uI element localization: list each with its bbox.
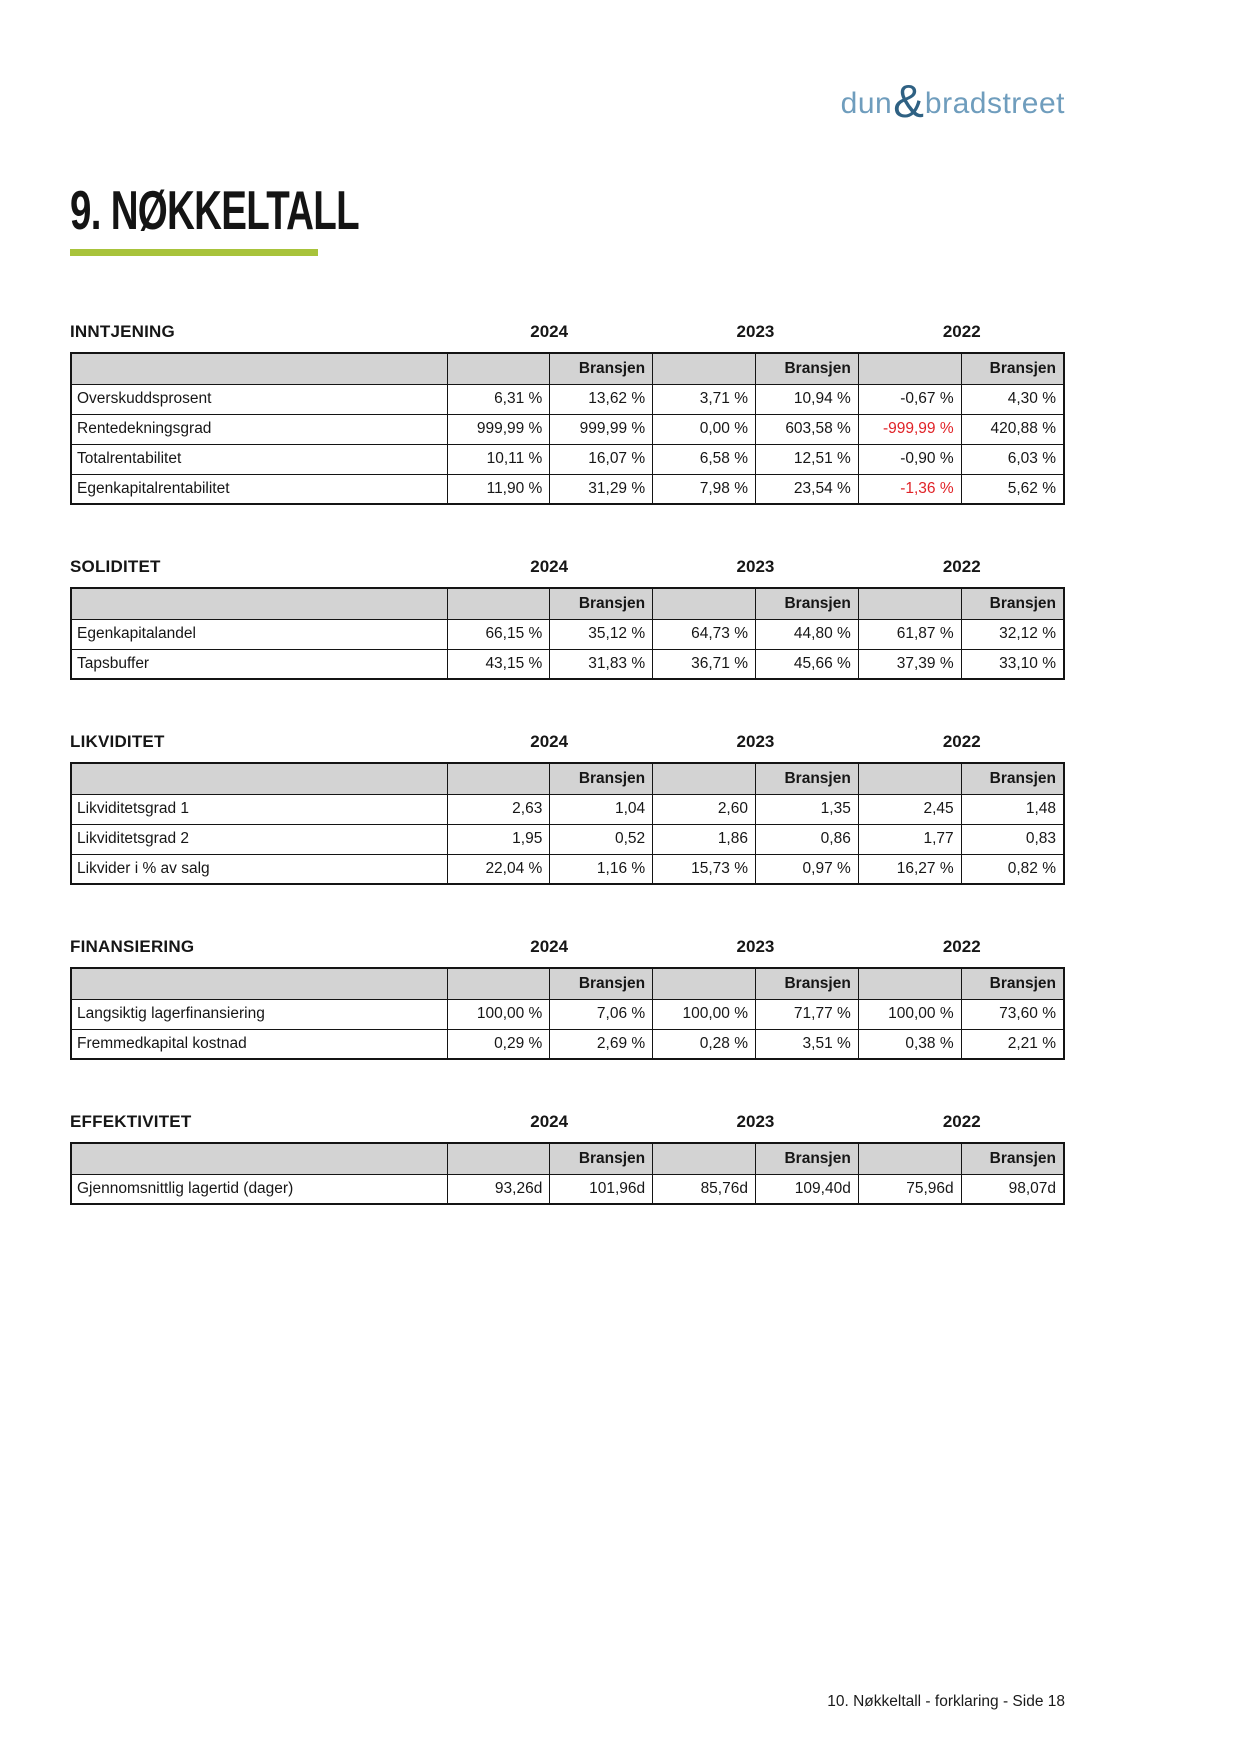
value-cell: 999,99 %: [550, 414, 653, 444]
section-header-row: [70, 732, 1065, 752]
table-row: [71, 474, 1064, 504]
value-cell: 0,29 %: [447, 1029, 550, 1059]
header-cell-empty: [653, 1143, 756, 1174]
table-row: [71, 444, 1064, 474]
dun-bradstreet-logo: [840, 74, 1065, 127]
value-cell: 0,00 %: [653, 414, 756, 444]
value-cell: 23,54 %: [755, 474, 858, 504]
value-cell: 0,97 %: [755, 854, 858, 884]
key-figures-table: [70, 967, 1065, 1060]
header-cell-empty: [653, 968, 756, 999]
value-cell: 37,39 %: [858, 649, 961, 679]
value-cell: 0,52: [550, 824, 653, 854]
header-cell-bransjen: Bransjen: [550, 763, 653, 794]
value-cell: 6,03 %: [961, 444, 1064, 474]
year-label: 2024: [530, 732, 569, 751]
year-label: 2024: [530, 557, 569, 576]
table-row: [71, 649, 1064, 679]
value-cell: 0,83: [961, 824, 1064, 854]
section-header-row: [70, 1112, 1065, 1132]
value-cell: 1,77: [858, 824, 961, 854]
row-label: Gjennomsnittlig lagertid (dager): [71, 1174, 447, 1204]
header-cell-empty: [653, 353, 756, 384]
value-cell: 32,12 %: [961, 619, 1064, 649]
value-cell: 420,88 %: [961, 414, 1064, 444]
year-label: 2023: [736, 1112, 775, 1131]
section-header-row: [70, 557, 1065, 577]
year-label: 2024: [530, 1112, 569, 1131]
header-cell-empty: [653, 588, 756, 619]
header-cell-empty: [71, 353, 447, 384]
logo-word-bradstreet: bradstreet: [924, 87, 1065, 120]
row-label: Egenkapitalandel: [71, 619, 447, 649]
header-cell-bransjen: Bransjen: [550, 1143, 653, 1174]
value-cell: 22,04 %: [447, 854, 550, 884]
header-cell-bransjen: Bransjen: [961, 968, 1064, 999]
value-cell: 61,87 %: [858, 619, 961, 649]
page-footer: 10. Nøkkeltall - forklaring - Side 18: [827, 1693, 1065, 1710]
value-cell: 100,00 %: [858, 999, 961, 1029]
value-cell: 31,29 %: [550, 474, 653, 504]
row-label: Langsiktig lagerfinansiering: [71, 999, 447, 1029]
header-cell-empty: [447, 763, 550, 794]
row-label: Rentedekningsgrad: [71, 414, 447, 444]
value-cell: 36,71 %: [653, 649, 756, 679]
value-cell: 1,95: [447, 824, 550, 854]
value-cell: 1,35: [755, 794, 858, 824]
header-cell-bransjen: Bransjen: [755, 353, 858, 384]
value-cell: 33,10 %: [961, 649, 1064, 679]
header-cell-empty: [858, 353, 961, 384]
table-row: [71, 384, 1064, 414]
row-label: Totalrentabilitet: [71, 444, 447, 474]
year-label: 2022: [942, 322, 981, 341]
value-cell: 7,98 %: [653, 474, 756, 504]
header-cell-empty: [71, 968, 447, 999]
header-cell-bransjen: Bransjen: [961, 763, 1064, 794]
header-cell-empty: [447, 968, 550, 999]
year-label: 2022: [942, 1112, 981, 1131]
value-cell: -999,99 %: [858, 414, 961, 444]
value-cell: 109,40d: [755, 1174, 858, 1204]
section-title: EFFEKTIVITET: [70, 1112, 192, 1131]
value-cell: 66,15 %: [447, 619, 550, 649]
header-cell-empty: [71, 588, 447, 619]
value-cell: 2,63: [447, 794, 550, 824]
header-cell-empty: [71, 1143, 447, 1174]
value-cell: 5,62 %: [961, 474, 1064, 504]
header-cell-bransjen: Bransjen: [961, 1143, 1064, 1174]
value-cell: 2,21 %: [961, 1029, 1064, 1059]
value-cell: 31,83 %: [550, 649, 653, 679]
section-title: FINANSIERING: [70, 937, 195, 956]
value-cell: 11,90 %: [447, 474, 550, 504]
section-soliditet: [70, 557, 1065, 680]
title-accent-bar: [70, 249, 318, 256]
value-cell: 100,00 %: [447, 999, 550, 1029]
value-cell: 45,66 %: [755, 649, 858, 679]
header-cell-bransjen: Bransjen: [961, 353, 1064, 384]
value-cell: 100,00 %: [653, 999, 756, 1029]
table-row: [71, 1174, 1064, 1204]
table-row: [71, 794, 1064, 824]
section-title: SOLIDITET: [70, 557, 161, 576]
header-cell-bransjen: Bransjen: [550, 968, 653, 999]
section-inntjening: [70, 322, 1065, 505]
row-label: Likviditetsgrad 1: [71, 794, 447, 824]
value-cell: 1,16 %: [550, 854, 653, 884]
row-label: Likvider i % av salg: [71, 854, 447, 884]
value-cell: 71,77 %: [755, 999, 858, 1029]
value-cell: 44,80 %: [755, 619, 858, 649]
section-likviditet: [70, 732, 1065, 885]
year-label: 2022: [942, 937, 981, 956]
value-cell: 1,48: [961, 794, 1064, 824]
value-cell: 1,04: [550, 794, 653, 824]
table-row: [71, 1029, 1064, 1059]
value-cell: 73,60 %: [961, 999, 1064, 1029]
table-header-row: [71, 1143, 1064, 1174]
header-cell-bransjen: Bransjen: [961, 588, 1064, 619]
row-label: Likviditetsgrad 2: [71, 824, 447, 854]
table-header-row: [71, 968, 1064, 999]
header-cell-empty: [858, 763, 961, 794]
value-cell: 7,06 %: [550, 999, 653, 1029]
value-cell: 85,76d: [653, 1174, 756, 1204]
page-title: 9. NØKKELTALL: [70, 179, 359, 241]
header-cell-empty: [447, 1143, 550, 1174]
value-cell: 93,26d: [447, 1174, 550, 1204]
value-cell: 15,73 %: [653, 854, 756, 884]
table-row: [71, 414, 1064, 444]
value-cell: 2,60: [653, 794, 756, 824]
value-cell: 16,27 %: [858, 854, 961, 884]
value-cell: 0,38 %: [858, 1029, 961, 1059]
value-cell: 4,30 %: [961, 384, 1064, 414]
header-cell-empty: [447, 588, 550, 619]
header-cell-empty: [71, 763, 447, 794]
value-cell: 0,86: [755, 824, 858, 854]
value-cell: 0,82 %: [961, 854, 1064, 884]
value-cell: 6,58 %: [653, 444, 756, 474]
value-cell: 13,62 %: [550, 384, 653, 414]
key-figures-table: [70, 1142, 1065, 1205]
value-cell: 10,94 %: [755, 384, 858, 414]
table-row: [71, 854, 1064, 884]
year-label: 2024: [530, 937, 569, 956]
value-cell: 2,69 %: [550, 1029, 653, 1059]
value-cell: 101,96d: [550, 1174, 653, 1204]
value-cell: 0,28 %: [653, 1029, 756, 1059]
value-cell: -0,67 %: [858, 384, 961, 414]
header-cell-bransjen: Bransjen: [755, 1143, 858, 1174]
value-cell: 2,45: [858, 794, 961, 824]
value-cell: 16,07 %: [550, 444, 653, 474]
year-label: 2023: [736, 732, 775, 751]
header-cell-bransjen: Bransjen: [550, 353, 653, 384]
table-row: [71, 824, 1064, 854]
key-figures-table: [70, 762, 1065, 885]
value-cell: 75,96d: [858, 1174, 961, 1204]
key-figures-table: [70, 352, 1065, 505]
table-header-row: [71, 763, 1064, 794]
value-cell: 3,51 %: [755, 1029, 858, 1059]
year-label: 2023: [736, 322, 775, 341]
header-cell-bransjen: Bransjen: [755, 763, 858, 794]
logo-ampersand-icon: &: [893, 75, 924, 127]
header-cell-empty: [653, 763, 756, 794]
value-cell: 35,12 %: [550, 619, 653, 649]
logo-word-dun: dun: [840, 87, 893, 120]
value-cell: -0,90 %: [858, 444, 961, 474]
row-label: Fremmedkapital kostnad: [71, 1029, 447, 1059]
table-header-row: [71, 353, 1064, 384]
page-content: [70, 0, 1065, 1754]
header-cell-empty: [858, 1143, 961, 1174]
header-cell-empty: [858, 588, 961, 619]
year-label: 2022: [942, 732, 981, 751]
table-header-row: [71, 588, 1064, 619]
row-label: Tapsbuffer: [71, 649, 447, 679]
row-label: Overskuddsprosent: [71, 384, 447, 414]
key-figure-sections: [70, 322, 1065, 1205]
year-label: 2023: [736, 557, 775, 576]
header-cell-bransjen: Bransjen: [550, 588, 653, 619]
section-header-row: [70, 322, 1065, 342]
value-cell: 6,31 %: [447, 384, 550, 414]
value-cell: 999,99 %: [447, 414, 550, 444]
section-header-row: [70, 937, 1065, 957]
header-cell-bransjen: Bransjen: [755, 968, 858, 999]
section-title: LIKVIDITET: [70, 732, 165, 751]
value-cell: 64,73 %: [653, 619, 756, 649]
section-title: INNTJENING: [70, 322, 175, 341]
value-cell: 1,86: [653, 824, 756, 854]
year-label: 2024: [530, 322, 569, 341]
row-label: Egenkapitalrentabilitet: [71, 474, 447, 504]
header-cell-empty: [858, 968, 961, 999]
section-finansiering: [70, 937, 1065, 1060]
table-row: [71, 619, 1064, 649]
key-figures-table: [70, 587, 1065, 680]
value-cell: 603,58 %: [755, 414, 858, 444]
header-cell-empty: [447, 353, 550, 384]
value-cell: 3,71 %: [653, 384, 756, 414]
value-cell: 98,07d: [961, 1174, 1064, 1204]
year-label: 2023: [736, 937, 775, 956]
value-cell: -1,36 %: [858, 474, 961, 504]
value-cell: 43,15 %: [447, 649, 550, 679]
value-cell: 12,51 %: [755, 444, 858, 474]
table-row: [71, 999, 1064, 1029]
value-cell: 10,11 %: [447, 444, 550, 474]
section-effektivitet: [70, 1112, 1065, 1205]
year-label: 2022: [942, 557, 981, 576]
header-cell-bransjen: Bransjen: [755, 588, 858, 619]
